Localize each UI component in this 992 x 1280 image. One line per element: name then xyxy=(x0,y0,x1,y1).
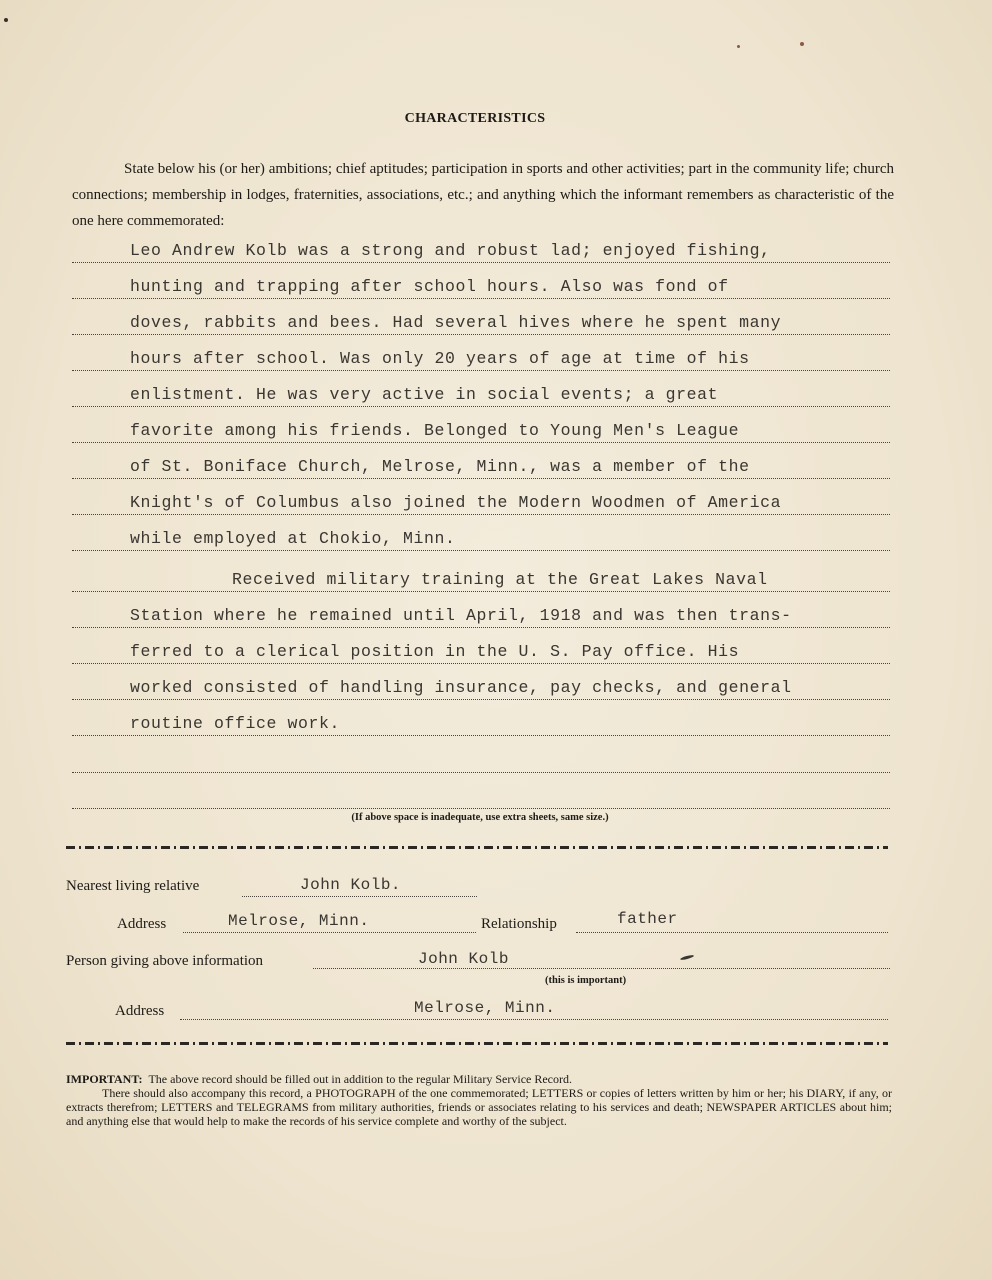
nearest-relative-value: John Kolb. xyxy=(300,876,402,894)
nearest-relative-label: Nearest living relative xyxy=(66,878,200,894)
narrative-line xyxy=(72,488,890,515)
important-heading: IMPORTANT: xyxy=(66,1072,143,1086)
intro-instructions: State below his (or her) ambitions; chief aptitudes; participation in sports and other activities; part in the community life; church connections; membership in lodges, fraternities, associations, etc.; and anything which the informant remembers as characteristic of the one here commemorated: xyxy=(72,161,894,229)
relationship-value: father xyxy=(617,910,678,928)
narrative-line xyxy=(72,746,890,773)
paper-mark xyxy=(4,18,8,22)
narrative-line xyxy=(72,601,890,628)
page-title: CHARACTERISTICS xyxy=(404,111,546,126)
typed-text: hunting and trapping after school hours. Also was fond of xyxy=(130,277,729,296)
typed-text: Leo Andrew Kolb was a strong and robust lad; enjoyed fishing, xyxy=(130,241,771,260)
important-paragraph-1: The above record should be filled out in addition to the regular Military Service Record. xyxy=(148,1072,573,1086)
narrative-line xyxy=(72,709,890,736)
narrative-line xyxy=(72,344,890,371)
relationship-label: Relationship xyxy=(481,916,557,932)
narrative-line xyxy=(72,637,890,664)
typed-text: routine office work. xyxy=(130,714,341,733)
important-notice xyxy=(66,1072,892,1128)
dashed-divider xyxy=(66,846,888,849)
narrative-line xyxy=(72,308,890,335)
narrative-line xyxy=(72,272,890,299)
typed-text: enlistment. He was very active in social events; a great xyxy=(130,385,719,404)
typed-text: ferred to a clerical position in the U. S. Pay office. His xyxy=(130,642,740,661)
narrative-line xyxy=(72,782,890,809)
informant-note: (this is important) xyxy=(545,975,627,986)
informant-address-value: Melrose, Minn. xyxy=(414,999,556,1017)
typed-text: Station where he remained until April, 1918 and was then trans- xyxy=(130,606,792,625)
typed-text: worked consisted of handling insurance, pay checks, and general xyxy=(130,678,792,697)
informant-address-label: Address xyxy=(115,1003,165,1019)
narrative-line xyxy=(72,673,890,700)
typed-text: Received military training at the Great Lakes Naval xyxy=(232,570,768,589)
informant-line xyxy=(313,948,890,969)
typed-text: Knight's of Columbus also joined the Modern Woodmen of America xyxy=(130,493,782,512)
narrative-line xyxy=(72,524,890,551)
paper-mark xyxy=(737,45,740,48)
typed-text: while employed at Chokio, Minn. xyxy=(130,529,456,548)
narrative-line xyxy=(72,452,890,479)
relative-address-label: Address xyxy=(117,916,167,932)
typed-text: doves, rabbits and bees. Had several hives where he spent many xyxy=(130,313,782,332)
informant-value: John Kolb xyxy=(418,950,509,968)
narrative-line xyxy=(72,236,890,263)
important-paragraph-2: There should also accompany this record, a PHOTOGRAPH of the one commemorated; LETTERS or copies of letters written by him or her; his DIARY, if any, or extracts therefrom; LETTERS and TELEGRAMS from military authorities, friends or associates relating to his services and death; NEWSPAPER ARTICLES about him; and anything else that would help to make the records of his service complete and worthy of the subject. xyxy=(66,1086,892,1128)
typed-text: hours after school. Was only 20 years of age at time of his xyxy=(130,349,750,368)
paper-mark xyxy=(800,42,804,46)
space-note: (If above space is inadequate, use extra sheets, same size.) xyxy=(351,812,609,823)
typed-text: of St. Boniface Church, Melrose, Minn., was a member of the xyxy=(130,457,750,476)
typed-text: favorite among his friends. Belonged to Young Men's League xyxy=(130,421,740,440)
informant-label: Person giving above information xyxy=(66,953,264,969)
narrative-line xyxy=(72,416,890,443)
relative-address-value: Melrose, Minn. xyxy=(228,912,370,930)
dashed-divider xyxy=(66,1042,888,1045)
narrative-line xyxy=(72,565,890,592)
narrative-line xyxy=(72,380,890,407)
